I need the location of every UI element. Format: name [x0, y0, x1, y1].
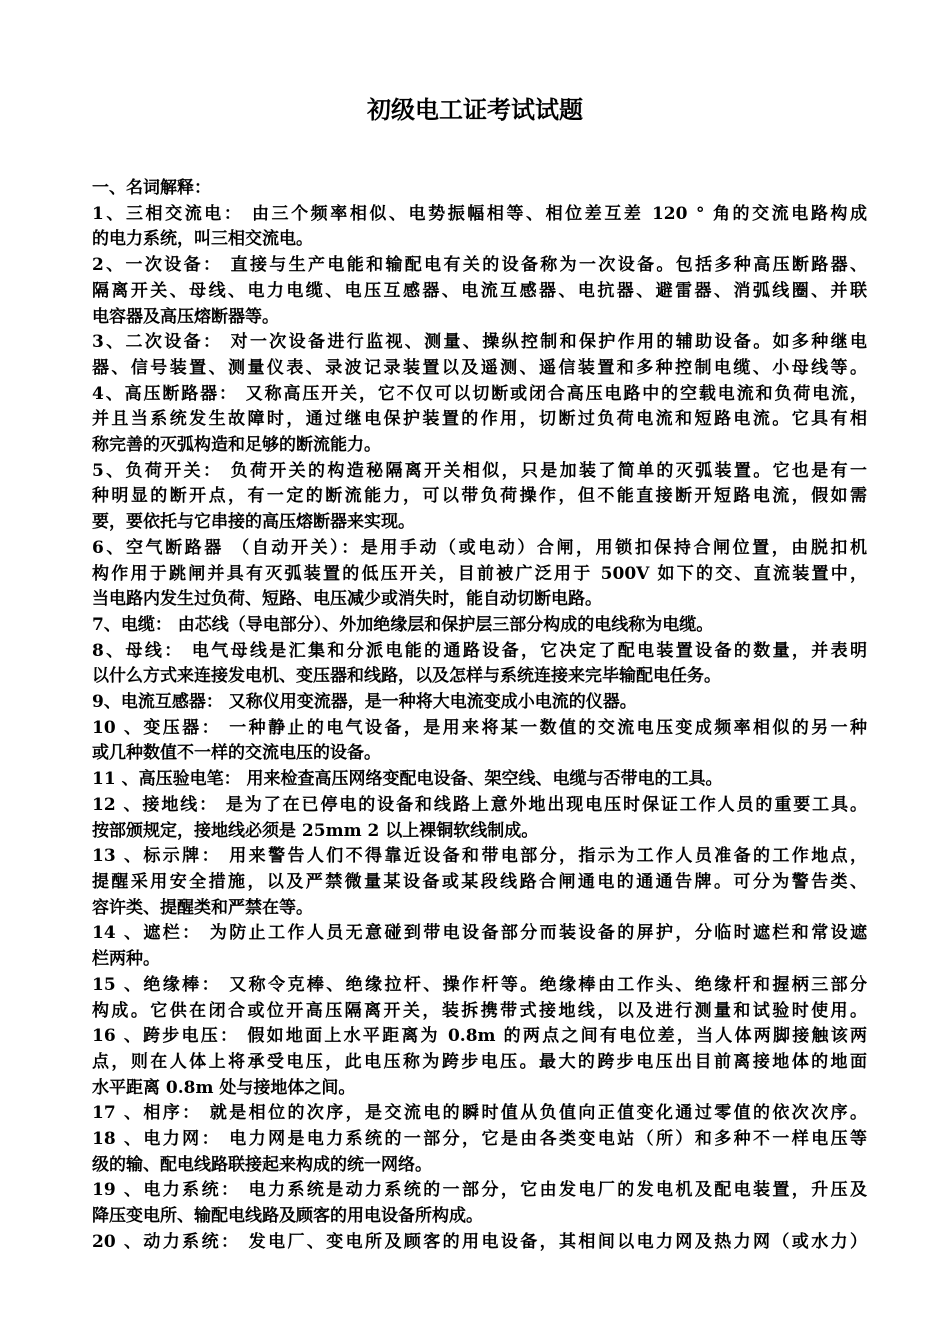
text-line: 电容器及高压熔断器等。 — [92, 306, 279, 327]
text-line: 10 、变压器： 一种静止的电气设备，是用来将某一数值的交流电压变成频率相似的另一种 — [92, 717, 867, 738]
text-line: 水平距离 0.8m 处与接地体之间。 — [92, 1077, 356, 1098]
text-line: 级的输、配电线路联接起来构成的统一网络。 — [92, 1154, 432, 1175]
text-line: 降压变电所、输配电线路及顾客的用电设备所构成。 — [92, 1206, 483, 1227]
text-line: 4、高压断路器： 又称高压开关，它不仅可以切断或闭合高压电路中的空载电流和负荷电流， — [92, 383, 867, 404]
text-line: 构成。它供在闭合或位开高压隔离开关，装拆携带式接地线，以及进行测量和试验时使用。 — [92, 1000, 867, 1021]
document-title: 初级电工证考试试题 — [367, 95, 583, 124]
text-line: 或几种数值不一样的交流电压的设备。 — [92, 743, 381, 764]
text-line: 13 、标示牌： 用来警告人们不得靠近设备和带电部分，指示为工作人员准备的工作地点， — [92, 846, 867, 867]
text-line: 的电力系统，叫三相交流电。 — [92, 229, 313, 250]
document-body — [92, 176, 867, 1256]
text-line: 7、电缆： 由芯线（导电部分）、外加绝缘层和保护层三部分构成的电线称为电缆。 — [92, 614, 714, 635]
text-line: 并且当系统发生故障时，通过继电保护装置的作用，切断过负荷电流和短路电流。它具有相 — [92, 409, 867, 430]
text-line: 5、负荷开关： 负荷开关的构造秘隔离开关相似，只是加装了简单的灭弧装置。它也是有一 — [92, 460, 867, 481]
text-line: 20 、动力系统： 发电厂、变电所及顾客的用电设备，其相间以电力网及热力网（或水力） — [92, 1231, 867, 1252]
text-line: 6、空气断路器 （自动开关）：是用手动（或电动）合闸，用锁扣保持合闸位置，由脱扣机 — [92, 537, 867, 558]
text-line: 称完善的灭弧构造和足够的断流能力。 — [92, 435, 381, 456]
text-line: 8、母线： 电气母线是汇集和分派电能的通路设备，它决定了配电装置设备的数量，并表明 — [92, 640, 867, 661]
text-line: 12 、接地线： 是为了在已停电的设备和线路上意外地出现电压时保证工作人员的重要工具。 — [92, 794, 867, 815]
text-line: 构作用于跳闸并具有灭弧装置的低压开关，目前被广泛用于 500V 如下的交、直流装置中， — [92, 563, 867, 584]
text-line: 2、一次设备： 直接与生产电能和输配电有关的设备称为一次设备。包括多种高压断路器、 — [92, 255, 867, 276]
text-line: 15 、绝缘棒： 又称令克棒、绝缘拉杆、操作杆等。绝缘棒由工作头、绝缘杆和握柄三部分 — [92, 974, 867, 995]
text-line: 当电路内发生过负荷、短路、电压减少或消失时，能自动切断电路。 — [92, 589, 602, 610]
text-line: 19 、电力系统： 电力系统是动力系统的一部分，它由发电厂的发电机及配电装置，升压及 — [92, 1180, 867, 1201]
text-line: 1、三相交流电： 由三个频率相似、电势振幅相等、相位差互差 120 ° 角的交流电路构成 — [92, 203, 867, 224]
text-line: 11 、高压验电笔： 用来检查高压网络变配电设备、架空线、电缆与否带电的工具。 — [92, 769, 723, 790]
text-line: 器、信号装置、测量仪表、录波记录装置以及遥测、遥信装置和多种控制电缆、小母线等。 — [92, 357, 867, 378]
text-line: 14 、遮栏： 为防止工作人员无意碰到带电设备部分而装设备的屏护，分临时遮栏和常设遮 — [92, 923, 867, 944]
text-line: 栏两种。 — [92, 949, 160, 970]
text-line: 一、名词解释： — [92, 178, 211, 198]
text-line: 16 、跨步电压： 假如地面上水平距离为 0.8m 的两点之间有电位差，当人体两脚接触该两 — [92, 1026, 867, 1047]
text-line: 18 、电力网： 电力网是电力系统的一部分，它是由各类变电站（所）和多种不一样电压等 — [92, 1129, 867, 1150]
text-line: 按部颁规定，接地线必须是 25mm 2 以上裸铜软线制成。 — [92, 820, 539, 841]
text-line: 容许类、提醒类和严禁在等。 — [92, 897, 313, 918]
text-line: 提醒采用安全措施，以及严禁微量某设备或某段线路合闸通电的通通告牌。可分为警告类、 — [92, 871, 867, 892]
text-line: 9、电流互感器： 又称仪用变流器，是一种将大电流变成小电流的仪器。 — [92, 692, 637, 713]
text-line: 3、二次设备： 对一次设备进行监视、测量、操纵控制和保护作用的辅助设备。如多种继电 — [92, 332, 867, 353]
text-line: 以什么方式来连接发电机、变压器和线路，以及怎样与系统连接来完毕输配电任务。 — [92, 666, 721, 687]
text-line: 种明显的断开点，有一定的断流能力，可以带负荷操作，但不能直接断开短路电流，假如需 — [92, 486, 867, 507]
text-line: 17 、相序： 就是相位的次序，是交流电的瞬时值从负值向正值变化通过零值的依次次序。 — [92, 1103, 867, 1124]
text-line: 隔离开关、母线、电力电缆、电压互感器、电流互感器、电抗器、避雷器、消弧线圈、并联 — [92, 280, 867, 301]
text-line: 要，要依托与它串接的高压熔断器来实现。 — [92, 512, 415, 533]
text-line: 点，则在人体上将承受电压，此电压称为跨步电压。最大的跨步电压出目前离接地体的地面 — [92, 1051, 867, 1072]
